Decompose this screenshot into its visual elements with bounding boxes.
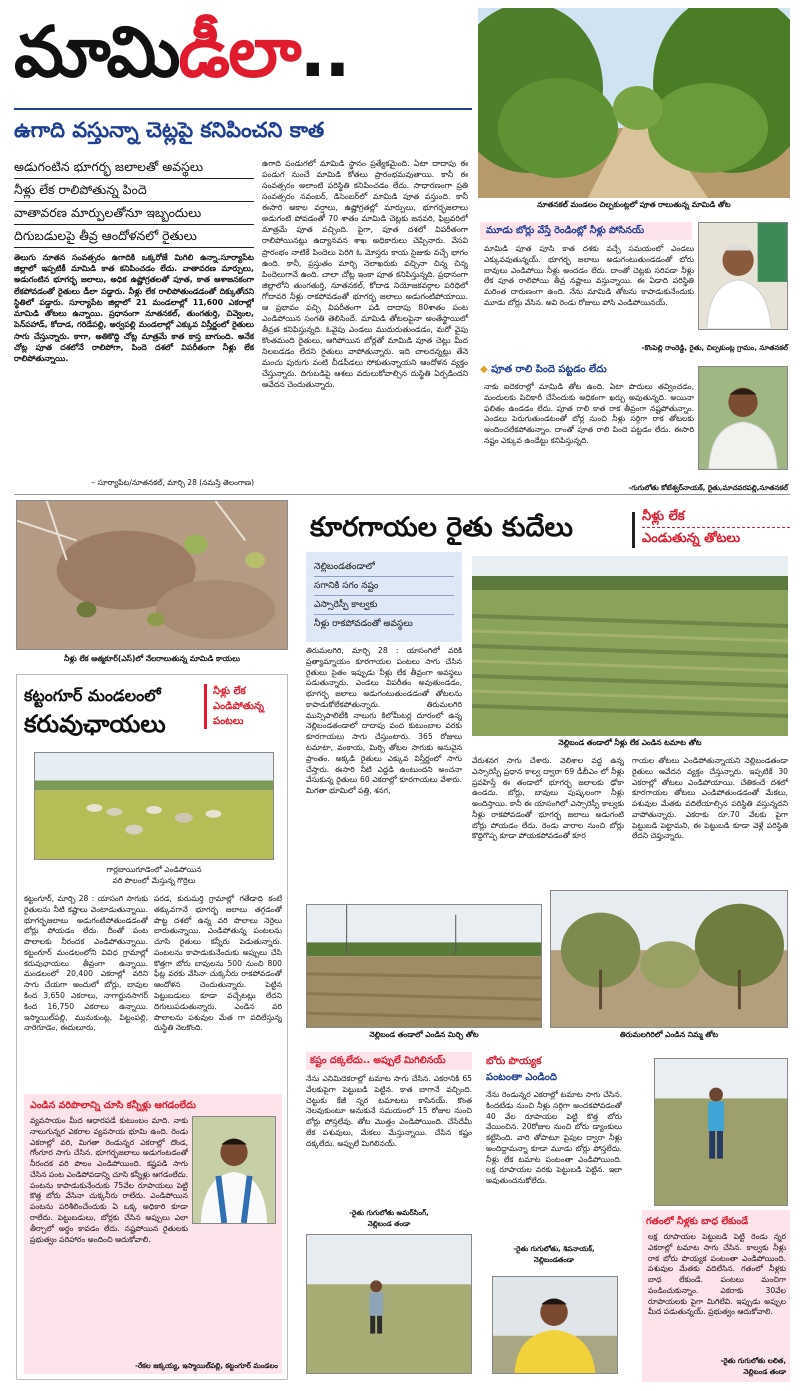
bore-box-heading <box>486 1054 622 1086</box>
farmer-box-photo <box>192 1116 276 1224</box>
lead-intro: తెలుగు నూతన సంవత్సరం ఉగాదికి ఒక్కరోజే మిగిలి ఉన్నా.సూర్యాపేట జిల్లాలో ఇప్పటికీ మామిడి కాత కనిపించడం లేదు. వాతావరణ మార్పులు, అడుగంటిన భూగర్భ జలాలు, అధిక ఉష్ణోగ్రతలతో పూత, కాత ఆశాజనకంగా లేకపోవడంతో రైతులు డీలా పడ్డారు. నీళ్లు లేక రాలిపోతుండడంతో దిక్కుతోచని స్థితిలో పడ్డారు. సూర్యాపేట జిల్లాలో 21 మండలాల్లో 11,600 ఎకరాల్లో మామిడి తోటలు ఉన్నాయి. ప్రధానంగా నూతనకల్, తుంగతుర్తి, చివ్వెంల, పెన్‌పహాడ్, కోదాడ, గరిడేపల్లి, అర్వపల్లి మండలాల్లో ఎక్కువ విస్తీర్ణంలో రైతులు సాగు చేస్తున్నారు. కాగా, అతికొద్ది చోట్ల మాత్రమే కాత కాస్త బాగుంది. అనేక చోట్ల పూత దశలోనే రాలిపోగా, పిందె దశలో విపరీతంగా నీళ్లు లేక రాలిపోతున్నాయి. <box>14 253 254 363</box>
veg-box-3: ఎస్సారెస్పీ కాల్వకు <box>314 596 454 615</box>
drought-column-left: కట్టంగూర్, మార్చి 28 : యాసంగి సాగుకు రైతులను నీటి కష్టాలు వెంటాడుతున్నాయి. భూగర్భజలాలు అడుగంటిపోతుండడంతో బోర్లు పోయడం లేదు. దీంతో పంట పొలాలకు నీరందక ఎండిపోతున్నాయి. కట్టంగూర్ మండలంలోని వివిధ గ్రామాల్లో కరువుఛాయలు తీవ్రంగా ఉన్నాయి. మండలంలో 20,400 ఎకరాల్లో వరిని సాగు చేయగా అందులో బోర్లు, బావుల కింద 3,650 ఎకరాలు, నాగార్జునసాగర్ కింద 16,750 ఎకరాలు ఉన్నాయి. ఇస్మాయిల్‌పల్లి, మునుకుంట్ల, పిట్టంపల్లి, నారెగూడెం, ఈదులూరు, <box>24 894 148 1033</box>
sheep-field-photo <box>34 752 274 860</box>
drought-sidehead <box>204 684 284 729</box>
quote2-text: నాకు ఐదెకరాల్లో మామిడి తోట ఉంది. ఏటా పొదులు తవ్వించడం, మందులకు పిచికారీ చేసేందుకు అధికంగా ఖర్చు అవుతున్నది. అయినా ఫలితం ఉండడం లేదు. పూత రాలి కాత రాక తీవ్రంగా నష్టపోతున్నాం. ఎండలు పెరుగుతుండటంతో బోర్ల నుంచి నీళ్లు సర్గిగా రాక తోటలకు అందించలేకపోతున్నాం. దాంతో పూత రాలి పిందె పట్టడం లేదు. ఈసారి నష్టం ఎక్కువ ఉండేట్టు కనిపిస్తున్నది. <box>484 382 694 445</box>
loss-byline-1: -రైతు గుగులోతు అమర్‌సింగ్, <box>349 1209 429 1217</box>
bore-byline-2: నెల్లిబండతండా <box>533 1256 575 1264</box>
sheep-caption-1: గార్లబాయిగూడెంలో ఎండిపోయిన <box>106 865 202 874</box>
lead-dateline: – సూర్యాపేట/నూతనకల్, మార్చి 28 (నమస్తే తెలంగాణ) <box>91 478 254 487</box>
bore-box-byline <box>486 1244 622 1266</box>
veg-box-4: నీళ్లు రాకపోవడంతో అవస్థలు <box>314 619 413 629</box>
top-mango-photo <box>478 8 790 198</box>
mirchi-field-photo <box>306 904 542 1028</box>
quote1-text: మామిడి పూత పూసి కాత దశకు వచ్చే సమయంలో ఎండలు ఎక్కువవుతున్నయ్. భూగర్భ జలాలు అడుగంటుతుండడంతో బోరు బావులు ఎండిపోయి నీళ్లు అందడం లేదు. దాంతో చెట్లకు సరిపడా నీళ్లు లేక పూత రాలిపోయి తీవ్ర నష్టాలు వస్తున్నాయి. ఈ ఏడాది పరిస్థితి మరింత దారుణంగా ఉంది. నేను మామిడి తోటను కాపాడుకునేందుకు మూడు బోర్లు వేసిన. అవి రెండు రోజులు పోసి ఎండిపోయినయ్. <box>484 244 694 307</box>
drought-headline <box>24 682 200 738</box>
veg-sidehead-2: ఎండుతున్న తోటలు <box>642 527 790 549</box>
bore-box-text: నేను రెండున్నర ఎకరాల్లో టమాట సాగు చేసిన. కిందటేడు నుంచి నీళ్లు సర్గిగా అందకపోవడంతో 40 వేల రూపాయల పెట్టి కొత్త బోరు వేయించిన. 20రోజుల నుంచి బోరు డ్యాంకులు కట్టేసింది. వారి తోపాటూ పైపుల ద్వారా నీళ్లు అందిద్దామన్నా కూడా మూడు బోర్లు పోస్తలేదు. నీళ్లు లేక టమాట పంటంతా ఎండిపోయింది. లక్ష రూపాయల వరకు పెట్టుబడి పెట్టిన. ఇలా అవుతుందనుకోలేదు. <box>486 1090 622 1186</box>
drought-sidehead-1: నీళ్లు లేక <box>213 686 246 697</box>
veg-column-left: తిరుమలగిరి, మార్చి 28 : యాసంగిలో వరికి ప్రత్యామ్నాయం కూరగాయల పంటలు సాగు చేసిన రైతులు సైతం ఇప్పుడు నీళ్లు లేక తీవ్రంగా అవస్థలు పడుతున్నారు. ఎండలు విపరీతం అవుతుండడం, భూగర్భ జలాలు అడుగంటుతుండడంతో తోటలను కాపాడుకోలేకపోతున్నారు. తిరుమలగిరి మున్సిపాలిటీకి నాలుగు కిలోమీటర్ల దూరంలో ఉన్న నెల్లిబండతండాలో దాదాపు వంద కుటుంబాల వరకు కూరగాయలు సాగు చేస్తుంటారు. 365 రోజులు టమాటా, వంకాయ, మిర్చి తోటల సాగుకు అనువైన ప్రాంతం. అక్కడి రైతులు ఎక్కువ విస్తీర్ణంలో సాగు చేస్తారు. ఈసారి నీటి ఎద్దడి ఉంటుందని అంచనా వేసుకున్న రైతులు 60 ఎకరాల్లో కూరగాయలు వేశారు. మిగతా భూమిలో పత్తి, శనగ, <box>306 646 462 796</box>
lemon-caption: తిరుమలగిరిలో ఎండిన నిమ్మ తోట <box>619 1030 719 1039</box>
lemon-grove-photo <box>550 890 788 1028</box>
bore-byline-1: -రైతు గుగులోతు, శివనాయక్, <box>513 1245 595 1253</box>
quote2-byline: -గుగులోతు కోటేశ్వర్‌నాయక్, రైతు,మాచవరపల్లి,నూతనకల్ <box>628 484 788 492</box>
title-black: మామి <box>14 11 179 93</box>
tomato-field-caption: నెల్లిబండ తండాలో నీళ్లు లేక ఎండిన టమాట తోట <box>558 738 702 747</box>
quote2-heading <box>480 362 692 378</box>
farmer-box-heading: ఎండిన వరిపొలాన్ని చూసి కన్నీళ్లు ఆగడంలేదు <box>30 1100 196 1111</box>
bullet-2: నీళ్లు లేక రాలిపోతున్న పిందె <box>14 179 254 202</box>
masthead-subtitle: ఉగాది వస్తున్నా చెట్లపై కనిపించని కాత <box>14 118 325 142</box>
veg-sidehead-1: నీళ్లు లేక <box>642 509 685 524</box>
loss-byline-2: నెల్లిబండ తండా <box>367 1220 411 1228</box>
last-box-heading: గతంలో నీళ్లకు బాధ లేకుండే <box>646 1216 749 1227</box>
quote1-byline: -కొంపెల్లి రాంరెడ్డి, రైతు, చిల్పకుంట్ల గ్రామం, నూతనకల్ <box>641 344 788 352</box>
lead-bullets <box>14 156 254 248</box>
last-byline-1: -రైతు గుగులోతు లలిత, <box>720 1357 786 1365</box>
drought-sidehead-2: ఎండిపోతున్న <box>213 701 264 712</box>
quote1-heading-text: మూడు బోర్లు వేస్తే రెండింట్లో నీళ్లు పోసినయ్ <box>486 225 645 236</box>
last-farmer-photo <box>654 1058 788 1206</box>
drought-column-right: పరడ, కురుమర్తి గ్రామాల్లో గతేడాది కంటే తక్కువగానే భూగర్భ జలాలు తగ్గడంతో పొట్ట దశలో ఉన్న వరి పొలాలు నెర్రెలు బారుతున్నాయి. ఎండిపోతున్న పంటలను చూసి రైతులు కన్నీరు పెడుతున్నారు. పంటలను కాపాడుకునేందుకు అప్పులు చేసి కొత్తగా బోరు బావులను 500 నుంచి 800 ఫీట్ల వరకు వేసినా చుక్కనీరు రాకపోవడంతో ఆందోళన చెందుతున్నారు. పెట్టిన పెట్టుబడులు కూడా వచ్చేటట్లు లేదని దిగులుపడుతున్నారు. ఎండిన వరి పొలాలను పశువుల మేత గా వదిలేస్తున్న దుస్థితి నెలకొంది. <box>154 894 282 1033</box>
drought-headline-1: కట్టంగూర్ మండలంలో <box>24 686 161 705</box>
sheep-caption-2: వరి పొలంలో మేస్తున్న గొర్రెలు <box>112 876 196 885</box>
drought-headline-2: కరువుఛాయలు <box>24 710 166 738</box>
last-box-byline <box>648 1356 786 1378</box>
veg-headline: కూరగాయల రైతు కుదేలు <box>310 512 574 543</box>
quote2-farmer-photo <box>698 366 788 470</box>
fallen-mangoes-photo <box>16 500 288 650</box>
quote2-bullet-icon: ◆ <box>480 364 492 375</box>
veg-column-right: గాయల తోటలు ఎండిపోతున్నాయని నెల్లిబండతండా రైతులు ఆవేదన వ్యక్తం చేస్తున్నారు. ఇప్పటికే 30 ఎకరాల్లో తోటలు ఎండిపోయాయి. చేతికందే దశలో కూరగాయల తోటలు ఎండిపోతుండడంతో మేకలు, పశువుల మేతకు వదిలేయాల్సిన పరిస్థితి వస్తున్నదని వాపోతున్నారు. ఎకరాకు రూ.70 వేలకు పైగా పెట్టుబడి పెట్టామని, ఈ పెట్టుబడి కూడా వెళ్లే పరిస్థితి లేదని చెప్తున్నారు. <box>632 756 788 841</box>
quote2-heading-text: పూత రాలి పిందె పట్టడం లేదు <box>491 364 607 375</box>
bullet-1: అడుగంటిన భూగర్భ జలాలతో అవస్థలు <box>14 156 254 179</box>
veg-box-2: సగానికి సగం నష్టం <box>314 577 454 596</box>
farmer-box-byline: -రేకల జక్కయ్య, ఇస్మాయిల్‌పల్లి, కట్టంగూర్ మండలం <box>135 1362 278 1370</box>
last-box-text: లక్ష రూపాయల పెట్టుబడి పెట్టి రెండు న్నర ఎకరాల్లో టమాట సాగు చేసిన. కాల్వకు నీళ్లు రాక బోరు పొయ్యక పంటంతా ఎండిపోయింది. పశువుల మేతకు వదిలేసిన. గతంలో నీళ్లకు బాధ లేకుండే. పంటలు మంచిగా పండించుకున్నాం. ఎకరాకు 30వేల రూపాయలకు పైగా మిగిలేవి. ఇప్పుడు అప్పుల మీద పడుతున్నయ్. ప్రభుత్వం ఆదుకోవాలి. <box>648 1232 786 1317</box>
bore-farmer-photo <box>492 1276 618 1374</box>
title-red: డీలా <box>178 11 300 93</box>
bullet-4: దిగుబడులపై తీవ్ర ఆందోళనలో రైతులు <box>14 225 254 248</box>
veg-box-1: నెల్లిబండతండాలో <box>314 558 454 577</box>
sheep-field-caption <box>34 864 274 886</box>
title-dots: .. <box>299 11 349 93</box>
masthead-title <box>14 2 472 102</box>
farmer-box-text: వ్యవసాయం మీద ఆధారపడే కుటుంబం మాది. నాకు నాలుగున్నర ఎకరాల వ్యవసాయ భూమి ఉంది. రెండు ఎకరాల్లో వరి, మిగతా రెండున్నర ఎకరాల్లో దొండ, గోంగూర సాగు చేసిన. భూగర్భజలాలు అడుగంటడంతో నీరందక వరి పొలం ఎండిపోయింది. కష్టపడి సాగు చేసిన పంట ఎండిపోవడాన్ని చూసి కన్నీళ్లు ఆగడంలేదు. పంటను కాపాడుకునేందుకు 75వేల రూపాయలు పెట్టి కొత్త బోరు వేసినా చుక్కనీరు రాలేదు. ఎండిపోయిన పంటను పరిశీలించేందుకు ఏ ఒక్క అధికారి కూడా రాలేదు. పెట్టుబడులు, బోర్లకు చేసిన అప్పులు ఎలా తీర్చాలో అర్థం కావడం లేదు. నష్టపోయిన రైతులకు ప్రభుత్వం పరిహారం అందించి ఆదుకోవాలి. <box>30 1116 188 1244</box>
veg-column-mid: వేరుశనగ సాగు చేశారు. వెలిశాల వద్ద ఉన్న ఎస్సారెస్పీ ప్రధాన కాల్వ ద్వారా 69 డీబీఎం లో నీళ్లు ప్రవహిస్తే ఈ తండాలో భూగర్భ జలాలకు ఢోకా ఉండదు. బోర్లు, బావులు పుష్కలంగా నీళ్లు అందిస్తాయి. కానీ ఈ యాసంగిలో ఎస్సారెస్పీ కాల్వకు నీళ్లు రాకపోవడంతో భూగర్భ జలాలు అడుగంటి బోర్లు పోయడం లేదు. రెండు వారాల నుంచి బోర్లు కొద్దిగొప్ప కూడా పోయకపోవడంతో కూర <box>472 756 624 841</box>
veg-sidehead <box>642 506 790 549</box>
veg-highlight-box <box>306 552 462 642</box>
last-byline-2: నెల్లిబండ తండా <box>743 1368 786 1376</box>
lead-column-2: ఉగాది పండుగలో మామిడి స్థానం ప్రత్యేకమైంది. ఏటా దాదాపు ఈ పండుగ నుంచే మామిడి కోతలు ప్రారంభమవుతాయి. కానీ ఈ సంవత్సరం అలాంటి పరిస్థితి కనిపించడం లేదు. సాధారణంగా ప్రతి సంవత్సరం నవంబర్, డిసెంబర్‌లో మామిడి పూత వస్తుంది. కానీ ఈసారి అకాల వర్షాలు, ఉష్ణోగ్రతల్లో మార్పులు, భూగర్భజలాలు అడుగంటి పోవడంతో 70 శాతం మామిడి చెట్లకు జనవరి, ఫిబ్రవరిలో మాత్రమే పూత వచ్చింది. పైగా, పూత దశలో విపరీతంగా రాలిపోయినట్లు ఉద్యానవన శాఖ అధికారులు చెప్పినారు. వేసవి ప్రారంభం నాటికే పిందెలు పెరిగి ఓ మోస్తరు కాయ సైజుకు వచ్చే భాగం ఉంది. కానీ, ప్రస్తుతం మార్చి నెలాఖరుకు వచ్చినా చిన్న చిన్న పిందెలుగానే ఉంది. చాలా చోట్ల ఇంకా పూత కనిపిస్తున్నది. ప్రధానంగా జిల్లాలోని తుంగతుర్తి, నూతనకల్, కోదాడ నియోజకవర్గాల పరిధిలో గోదావరి నీళ్లు రాకపోవడంతో భూగర్భ జలాలు అడుగంటిపోయాయి. ఆ ప్రభావం పచ్చి విపరీతంగా పడి దాదాపు 80శాతం పంట ఎండిపోయిన సంగతి తెలిసిందే. మామిడి తోటలపైనా అంతేస్థాయిలో తీవ్రత కనిపిస్తున్నది. ఓవైపు ఎండలు ముదురుతుండడం, మరో వైపు కొంతమంది రైతులు, ఆగిపోయిన బోర్లతో మామిడి పూత చెట్లు మీద నిలబడడం లేదని రైతులు వాపోతున్నారు. ఇది చాలదన్నట్లు తేనె మంచు పురుగు వంటి చీడపీడలు సోకుతున్నాయని ఆందోళన వ్యక్తం చేస్తున్నారు. దిగుబడిపై ఆశలు వదులుకోవాల్సిన దుస్థితి ఏర్పడిందని ఆవేదన చెందుతున్నారు. <box>262 159 468 390</box>
bore-heading-2: పంటంతా ఎండింది <box>486 1072 557 1083</box>
bore-heading-1: బోరు పొయ్యక <box>486 1056 542 1067</box>
top-photo-caption: నూతనకల్ మండలం చిల్పకుంట్లలో పూత రాలుతున్న మామిడి తోట <box>537 200 731 209</box>
mirchi-caption: నెల్లిబండ తండాలో ఎండిన మిర్చి తోట <box>369 1030 479 1039</box>
loss-box-text: నేను ఎనిమిదెకరాల్లో టమాట సాగు చేసిన. ఎకరానికి 65 వేలకుపైగా పెట్టుబడి పెట్టిన. కాత బాగానే వచ్చింది. చెట్టుకు కేజీ న్నర టమాటలు కాసినయ్. కొంత నెలవుకుంటూ అనుకునే సమయంలో 15 రోజుల నుంచి బోర్లు పోస్తలేవు. తోట మొత్తం ఎండిపోయింది. చేసేదేమీ లేక పశువులు, మేకలు మేస్తున్నాయి. చేసిన కష్టం దక్కలేదు. అప్పులే మిగిలినయ్. <box>306 1074 472 1148</box>
tomato-field-photo <box>472 556 788 736</box>
quote1-heading <box>480 222 692 240</box>
quote1-farmer-photo <box>698 222 788 330</box>
loss-box-heading: కష్టం దక్కలేదు.. అప్పులే మిగిలినయ్ <box>306 1052 472 1070</box>
loss-box-byline <box>306 1208 472 1230</box>
bullet-3: వాతావరణ మార్పులతోనూ ఇబ్బందులు <box>14 202 254 225</box>
drought-sidehead-3: పంటలు <box>213 716 244 727</box>
loss-farmer-photo <box>306 1234 472 1374</box>
fallen-mangoes-caption: నీళ్లు లేక ఆత్మకూర్(ఎస్)లో నేలరాలుతున్న మామిడి కాయలు <box>63 654 241 663</box>
